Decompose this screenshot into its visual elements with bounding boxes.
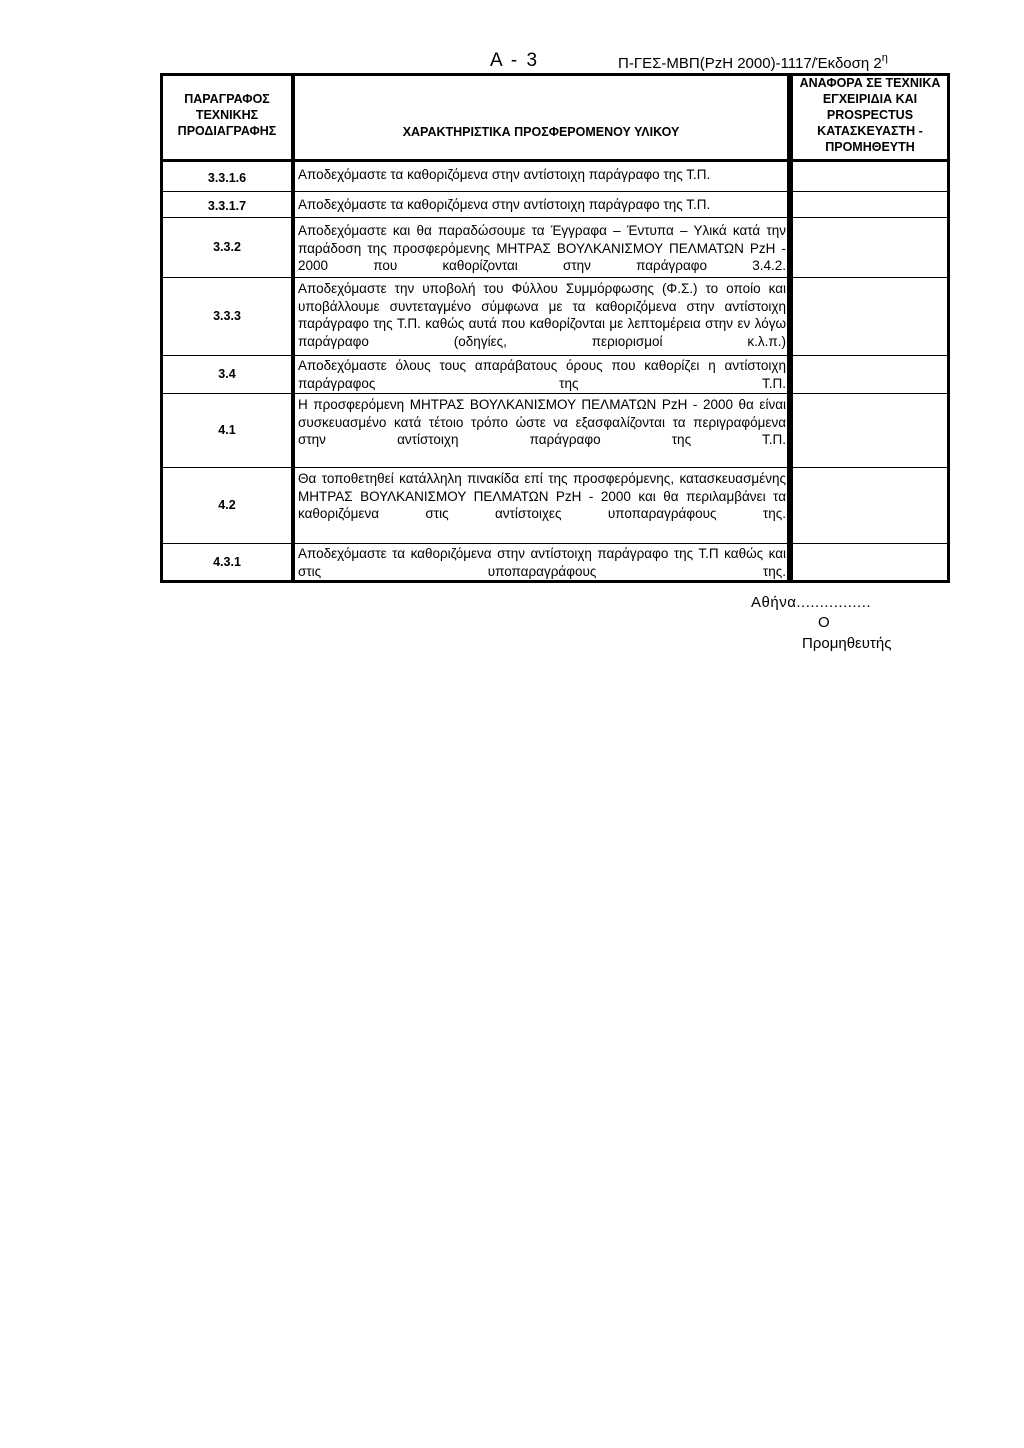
signature-role: Προμηθευτής: [802, 635, 892, 652]
table-row: [160, 278, 950, 356]
table-row: [160, 394, 950, 468]
table-row: [160, 544, 950, 583]
row-text: Η προσφερόμενη ΜΗΤΡΑΣ ΒΟΥΛΚΑΝΙΣΜΟΥ ΠΕΛΜΑΤΩΝ PzH - 2000 θα είναι συσκευασμένο κατά τέτοιο τρόπο ώστε να εξασφαλίζονται τα περιγραφόμενα στην αντίστοιχη παράγραφο της Τ.Π.: [298, 397, 786, 447]
signature-place: Αθήνα................: [751, 594, 872, 611]
table-row: [160, 468, 950, 544]
row-ref: 3.4: [218, 367, 236, 381]
table-row: [160, 218, 950, 278]
signature-article: Ο: [818, 614, 830, 631]
row-ref: 4.2: [218, 498, 236, 512]
row-text: Αποδεχόμαστε την υποβολή του Φύλλου Συμμόρφωσης (Φ.Σ.) το οποίο και υποβάλλουμε συντεταγμένο σύμφωνα με τα καθοριζόμενα στην αντίστοιχη παράγραφο της Τ.Π. καθώς αυτά που καθορίζονται με λεπτομέρεια στην εν λόγω παράγραφο (οδηγίες, περιορισμοί κ.λ.π.): [298, 281, 786, 349]
row-text: Αποδεχόμαστε όλους τους απαράβατους όρους που καθορίζει η αντίστοιχη παράγραφος της Τ.Π.: [298, 358, 786, 391]
table-row: [160, 356, 950, 394]
row-text: Αποδεχόμαστε τα καθοριζόμενα στην αντίστοιχη παράγραφο της Τ.Π.: [298, 197, 711, 212]
document-code-text: Π-ΓΕΣ-ΜΒΠ(PzH 2000)-1117/Έκδοση 2: [618, 55, 882, 72]
column-header-paragraph: ΠΑΡΑΓΡΑΦΟΣ ΤΕΧΝΙΚΗΣ ΠΡΟΔΙΑΓΡΑΦΗΣ: [177, 92, 277, 138]
table-row: [160, 162, 950, 192]
row-ref: 3.3.1.6: [207, 171, 247, 185]
table-row: [160, 192, 950, 218]
row-ref: 3.3.3: [213, 309, 241, 323]
document-code-superscript: η: [881, 52, 888, 64]
row-text: Αποδεχόμαστε και θα παραδώσουμε τα Έγγραφα – Έντυπα – Υλικά κατά την παράδοση της προσφερόμενης ΜΗΤΡΑΣ ΒΟΥΛΚΑΝΙΣΜΟΥ ΠΕΛΜΑΤΩΝ PzH - 2000 που καθορίζονται στην παράγραφο 3.4.2.: [298, 223, 786, 273]
row-text: Αποδεχόμαστε τα καθοριζόμενα στην αντίστοιχη παράγραφο της Τ.Π.: [298, 167, 711, 182]
column-header-characteristics: ΧΑΡΑΚΤΗΡΙΣΤΙΚΑ ΠΡΟΣΦΕΡΟΜΕΝΟΥ ΥΛΙΚΟΥ: [402, 125, 680, 139]
row-ref: 3.3.2: [213, 240, 241, 254]
row-ref: 3.3.1.7: [207, 199, 247, 213]
page-ref: A - 3: [490, 50, 540, 71]
row-ref: 4.3.1: [213, 555, 241, 569]
column-header-references: ΑΝΑΦΟΡΑ ΣΕ ΤΕΧΝΙΚΑ ΕΓΧΕΙΡΙΔΙΑ ΚΑΙ PROSPECTUS ΚΑΤΑΣΚΕΥΑΣΤΗ - ΠΡΟΜΗΘΕΥΤΗ: [799, 76, 941, 154]
row-text: Θα τοποθετηθεί κατάλληλη πινακίδα επί της προσφερόμενης, κατασκευασμένης ΜΗΤΡΑΣ ΒΟΥΛΚΑΝΙΣΜΟΥ ΠΕΛΜΑΤΩΝ PzH - 2000 και θα περιλαμβάνει τα καθοριζόμενα στις αντίστοιχες υποπαραγράφους της.: [298, 471, 786, 521]
row-ref: 4.1: [218, 423, 236, 437]
row-text: Αποδεχόμαστε τα καθοριζόμενα στην αντίστοιχη παράγραφο της Τ.Π καθώς και στις υποπαραγράφους της.: [298, 546, 786, 579]
document-code: [618, 52, 888, 72]
compliance-table: [160, 73, 950, 583]
